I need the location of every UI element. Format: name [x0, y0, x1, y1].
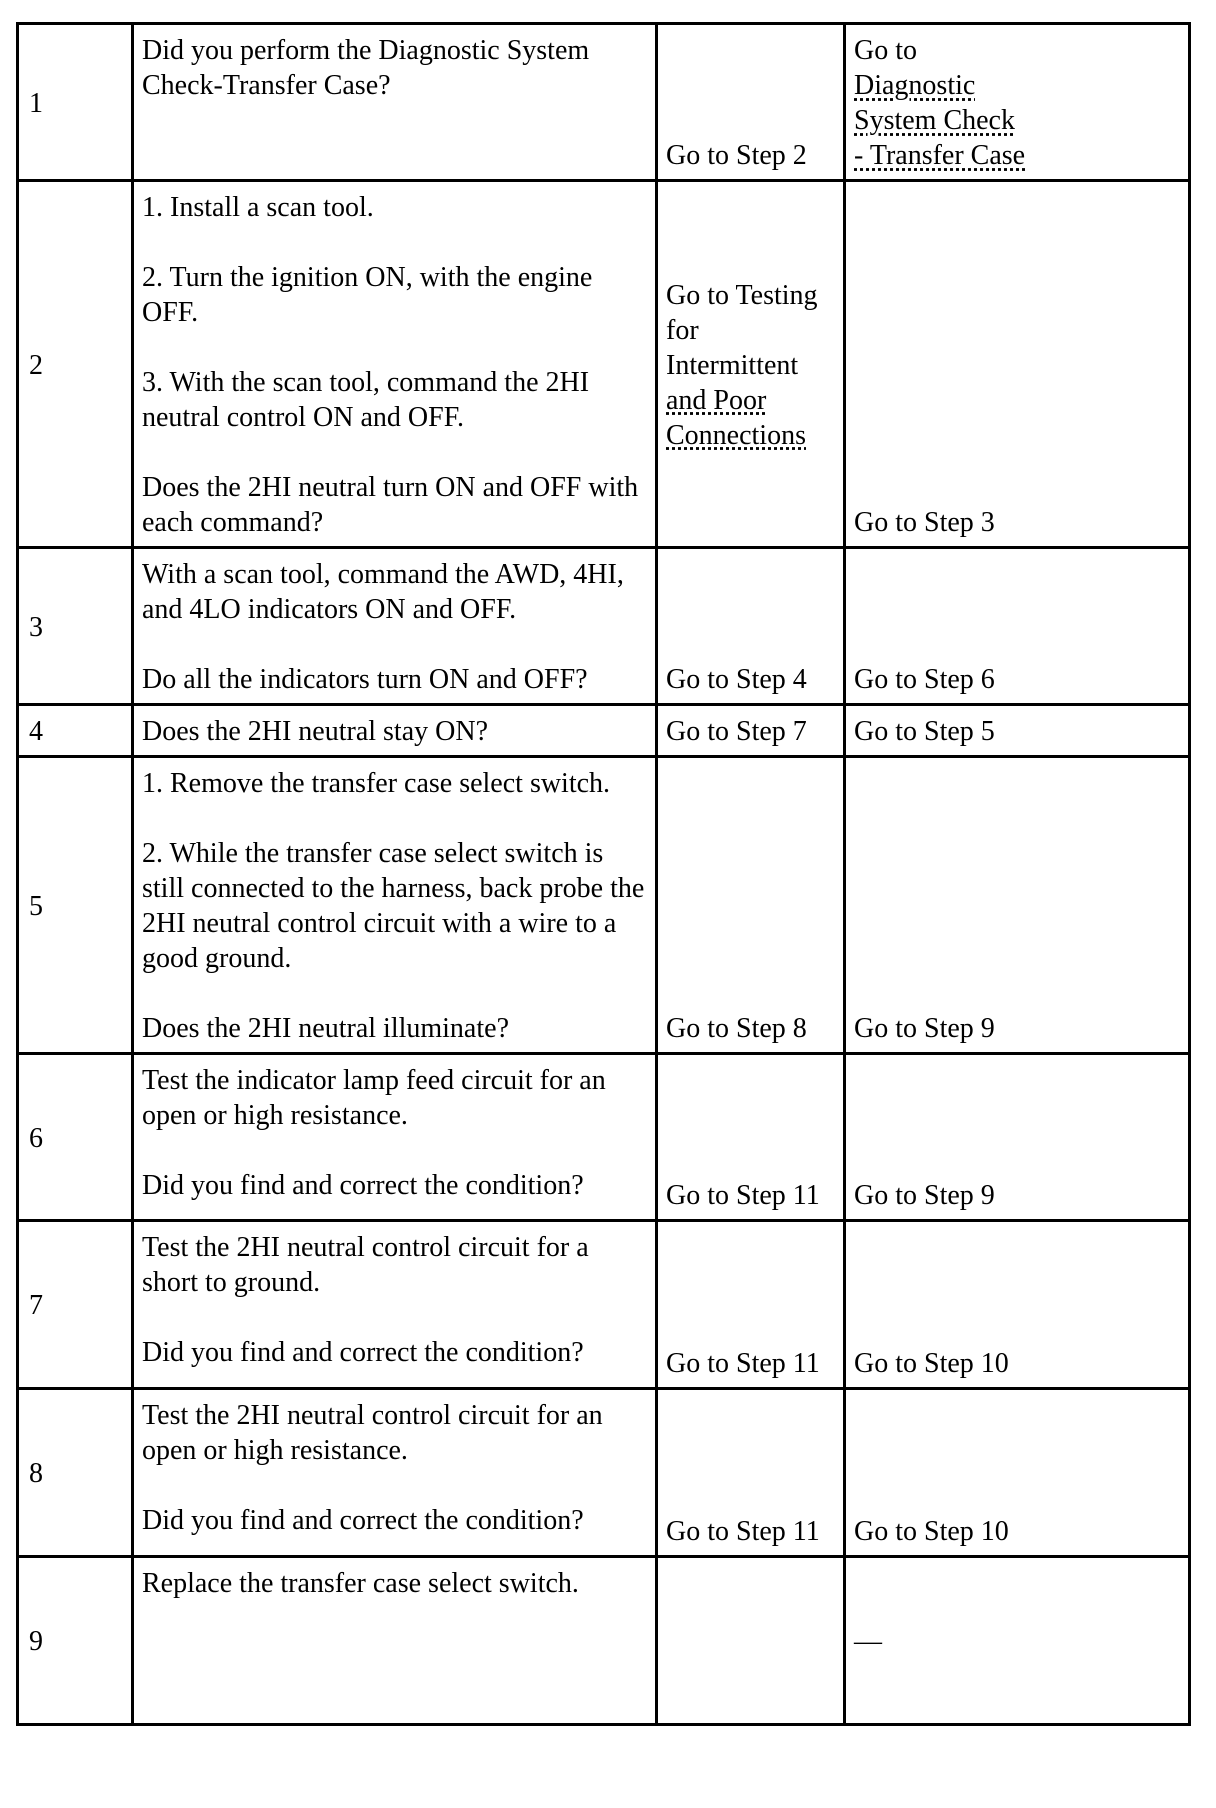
action-text: 1. Install a scan tool.	[142, 192, 374, 223]
action-cell	[133, 1221, 657, 1389]
yes-cell	[657, 181, 845, 548]
table-row	[18, 181, 1190, 548]
action-text: Did you find and correct the condition?	[142, 1505, 584, 1536]
step-number: 9	[18, 1557, 133, 1725]
action-cell	[133, 1557, 657, 1725]
step-number: 6	[18, 1054, 133, 1221]
action-cell	[133, 1054, 657, 1221]
diagnostic-table	[16, 22, 1191, 1726]
no-cell: Go to Step 6	[845, 548, 1190, 705]
action-text: Test the 2HI neutral control circuit for an open or high resistance.	[142, 1400, 603, 1466]
action-text: Did you perform the Diagnostic System Check-Transfer Case?	[142, 35, 590, 101]
testing-intermittent-link[interactable]: and Poor	[666, 384, 767, 416]
table-row	[18, 757, 1190, 1054]
yes-cell: Go to Step 7	[657, 705, 845, 757]
step-number: 5	[18, 757, 133, 1054]
no-cell: Go to Step 3	[845, 181, 1190, 548]
step-number: 1	[18, 24, 133, 181]
action-cell	[133, 705, 657, 757]
no-cell: Go to Step 9	[845, 1054, 1190, 1221]
action-text: Did you find and correct the condition?	[142, 1170, 584, 1201]
action-text: Test the indicator lamp feed circuit for an open or high resistance.	[142, 1065, 606, 1131]
table-row	[18, 1221, 1190, 1389]
action-text: 1. Remove the transfer case select switch.	[142, 768, 611, 799]
no-cell: Go to Step 10	[845, 1389, 1190, 1557]
step-number: 8	[18, 1389, 133, 1557]
action-cell	[133, 24, 657, 181]
yes-cell: Go to Step 11	[657, 1221, 845, 1389]
yes-cell: Go to Step 2	[657, 24, 845, 181]
action-text: Do all the indicators turn ON and OFF?	[142, 664, 588, 695]
no-applicable-dash: —	[854, 1626, 882, 1657]
no-cell: Go to Step 10	[845, 1221, 1190, 1389]
action-cell	[133, 548, 657, 705]
diagnostic-system-check-link[interactable]: System Check	[854, 105, 1015, 136]
action-cell	[133, 757, 657, 1054]
yes-cell: Go to Step 11	[657, 1054, 845, 1221]
action-text: 3. With the scan tool, command the 2HI neutral control ON and OFF.	[142, 367, 590, 433]
yes-cell: Go to Step 4	[657, 548, 845, 705]
no-text: Go to	[854, 35, 917, 66]
yes-cell: Go to Step 11	[657, 1389, 845, 1557]
action-text: 2. Turn the ignition ON, with the engine OFF.	[142, 262, 593, 328]
action-text: Does the 2HI neutral stay ON?	[142, 716, 489, 747]
action-text: Did you find and correct the condition?	[142, 1337, 584, 1368]
action-text: Does the 2HI neutral turn ON and OFF with each command?	[142, 472, 639, 538]
testing-intermittent-link[interactable]: for Intermittent	[666, 314, 799, 381]
step-number: 7	[18, 1221, 133, 1389]
action-text: With a scan tool, command the AWD, 4HI, and 4LO indicators ON and OFF.	[142, 559, 624, 625]
yes-cell: Go to Step 8	[657, 757, 845, 1054]
no-cell	[845, 24, 1190, 181]
no-cell: Go to Step 9	[845, 757, 1190, 1054]
table-row	[18, 1389, 1190, 1557]
yes-cell	[657, 1557, 845, 1725]
step-number: 2	[18, 181, 133, 548]
action-text: 2. While the transfer case select switch is still connected to the harness, back probe the 2HI neutral control circuit with a wire to a good ground.	[142, 838, 645, 974]
step-number: 4	[18, 705, 133, 757]
action-cell	[133, 1389, 657, 1557]
diagnostic-system-check-link[interactable]: Diagnostic	[854, 70, 976, 101]
action-text: Test the 2HI neutral control circuit for a short to ground.	[142, 1232, 589, 1298]
action-text: Replace the transfer case select switch.	[142, 1568, 579, 1599]
table-row	[18, 705, 1190, 757]
table-row	[18, 1557, 1190, 1725]
testing-intermittent-link[interactable]: Connections	[666, 419, 806, 451]
action-cell	[133, 181, 657, 548]
no-cell	[845, 1557, 1190, 1725]
action-text: Does the 2HI neutral illuminate?	[142, 1013, 509, 1044]
yes-text: Go to Testing	[666, 279, 818, 311]
table-row	[18, 548, 1190, 705]
table-row	[18, 24, 1190, 181]
step-number: 3	[18, 548, 133, 705]
no-cell: Go to Step 5	[845, 705, 1190, 757]
table-row	[18, 1054, 1190, 1221]
diagnostic-system-check-link[interactable]: - Transfer Case	[854, 140, 1026, 171]
